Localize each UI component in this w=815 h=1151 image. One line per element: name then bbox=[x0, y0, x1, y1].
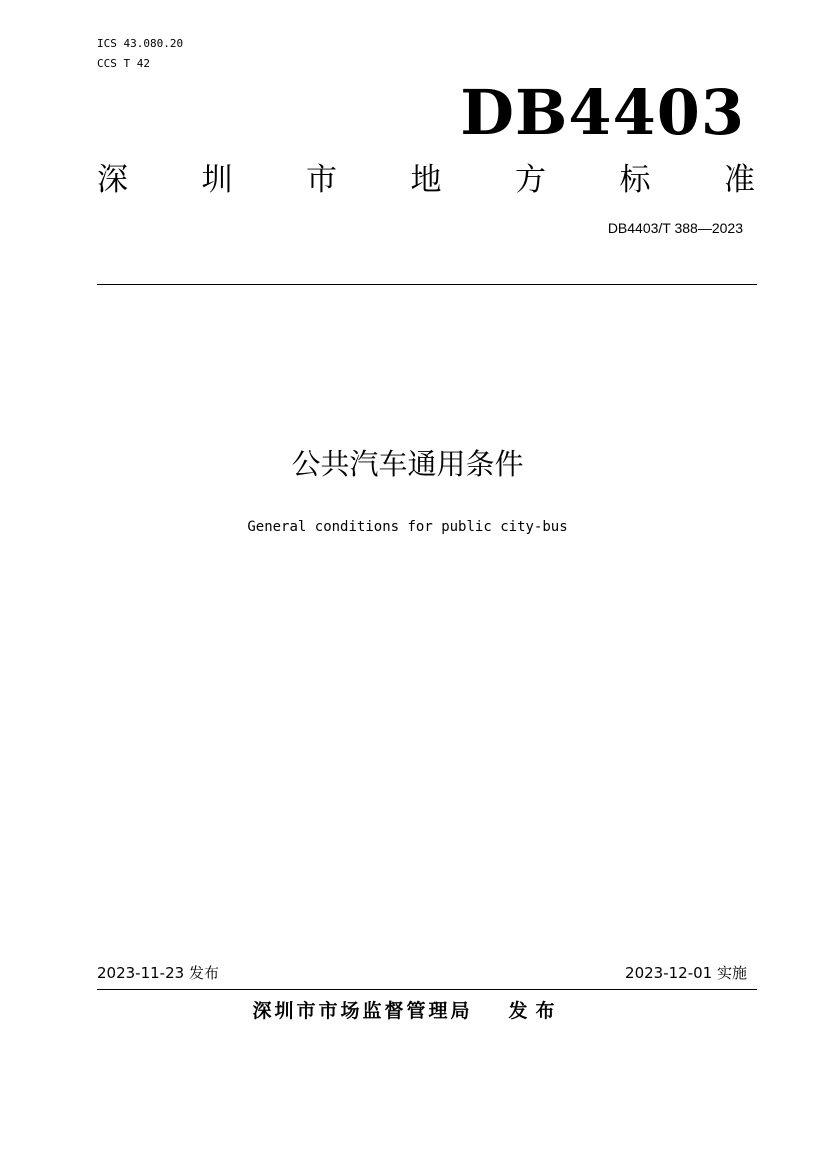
standard-type-char: 标 bbox=[619, 162, 651, 198]
issue-date: 2023-11-23 发布 bbox=[97, 964, 219, 982]
standard-type-title bbox=[97, 160, 755, 200]
standard-type-char: 市 bbox=[306, 162, 337, 198]
db-code-heading: DB4403 bbox=[460, 76, 745, 149]
document-title-chinese: 公共汽车通用条件 bbox=[291, 447, 524, 481]
issuing-authority: 深圳市市场监督管理局 bbox=[252, 1000, 473, 1022]
standard-type-char: 地 bbox=[410, 162, 442, 198]
standard-number: DB4403/T 388—2023 bbox=[607, 220, 743, 236]
standard-type-char: 深 bbox=[97, 162, 128, 198]
ics-code: ICS 43.080.20 bbox=[97, 37, 184, 50]
publish-label: 发布 bbox=[508, 1000, 563, 1022]
standard-type-char: 准 bbox=[724, 162, 755, 198]
ccs-code: CCS T 42 bbox=[97, 57, 150, 70]
footer bbox=[0, 998, 815, 1024]
standard-type-char: 圳 bbox=[201, 162, 233, 198]
footer-divider bbox=[97, 989, 757, 990]
implementation-date: 2023-12-01 实施 bbox=[625, 964, 747, 982]
header-divider bbox=[97, 284, 757, 285]
document-title-english: General conditions for public city-bus bbox=[247, 519, 568, 535]
standard-type-char: 方 bbox=[515, 162, 546, 198]
